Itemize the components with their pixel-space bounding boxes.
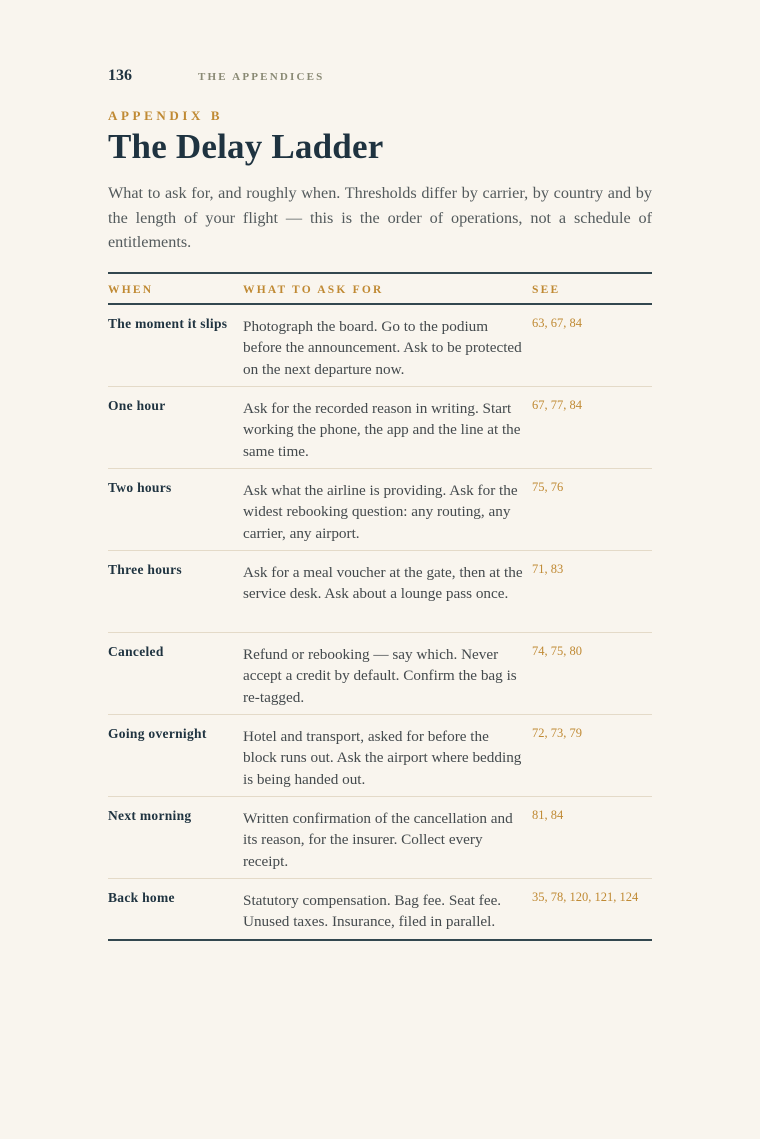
row-see-pages: 81, 84	[532, 808, 564, 822]
row-see-pages: 75, 76	[532, 480, 564, 494]
table-row	[108, 469, 652, 551]
row-see-pages: 63, 67, 84	[532, 316, 582, 330]
row-when: Back home	[108, 890, 175, 905]
row-when: Three hours	[108, 562, 182, 577]
row-what-to-ask: Hotel and transport, asked for before the block runs out. Ask the airport where bedding is being handed out.	[243, 728, 522, 788]
column-header-see: SEE	[532, 284, 561, 296]
row-what-to-ask: Ask for a meal voucher at the gate, then at the service desk. Ask about a lounge pass once.	[243, 564, 523, 603]
delay-ladder-table	[108, 272, 652, 941]
column-header-when: WHEN	[108, 284, 154, 296]
table-row	[108, 633, 652, 715]
row-when: One hour	[108, 398, 166, 413]
row-see-pages: 72, 73, 79	[532, 726, 582, 740]
row-what-to-ask: Refund or rebooking — say which. Never accept a credit by default. Confirm the bag is re-tagged.	[243, 646, 517, 706]
row-see-pages: 35, 78, 120, 121, 124	[532, 890, 639, 904]
column-header-what-to-ask-for: WHAT TO ASK FOR	[243, 284, 384, 296]
page-title: The Delay Ladder	[108, 127, 384, 166]
row-what-to-ask: Photograph the board. Go to the podium before the announcement. Ask to be protected on the next departure now.	[243, 318, 522, 378]
table-header	[108, 274, 652, 305]
table-row	[108, 387, 652, 469]
row-what-to-ask: Ask for the recorded reason in writing. Start working the phone, the app and the line at the same time.	[243, 400, 521, 460]
intro-paragraph: What to ask for, and roughly when. Thresholds differ by carrier, by country and by the length of your flight — this is the order of operations, not a schedule of entitlements.	[108, 184, 652, 251]
row-what-to-ask: Written confirmation of the cancellation and its reason, for the insurer. Collect every receipt.	[243, 810, 513, 870]
row-when: Canceled	[108, 644, 164, 659]
table-row	[108, 879, 652, 939]
table-row	[108, 551, 652, 633]
running-section-title: THE APPENDICES	[198, 71, 325, 83]
row-when: Going overnight	[108, 726, 207, 741]
row-see-pages: 74, 75, 80	[532, 644, 582, 658]
row-see-pages: 67, 77, 84	[532, 398, 582, 412]
page-number: 136	[108, 67, 132, 84]
table-row	[108, 797, 652, 879]
row-what-to-ask: Ask what the airline is providing. Ask for the widest rebooking question: any routing, any carrier, any airport.	[243, 482, 518, 542]
row-when: Two hours	[108, 480, 172, 495]
table-row	[108, 715, 652, 797]
row-when: Next morning	[108, 808, 192, 823]
running-head	[108, 67, 652, 91]
row-what-to-ask: Statutory compensation. Bag fee. Seat fee. Unused taxes. Insurance, filed in parallel.	[243, 892, 502, 931]
table-row	[108, 305, 652, 387]
appendix-label: APPENDIX B	[108, 108, 224, 123]
row-when: The moment it slips	[108, 316, 228, 331]
row-see-pages: 71, 83	[532, 562, 564, 576]
